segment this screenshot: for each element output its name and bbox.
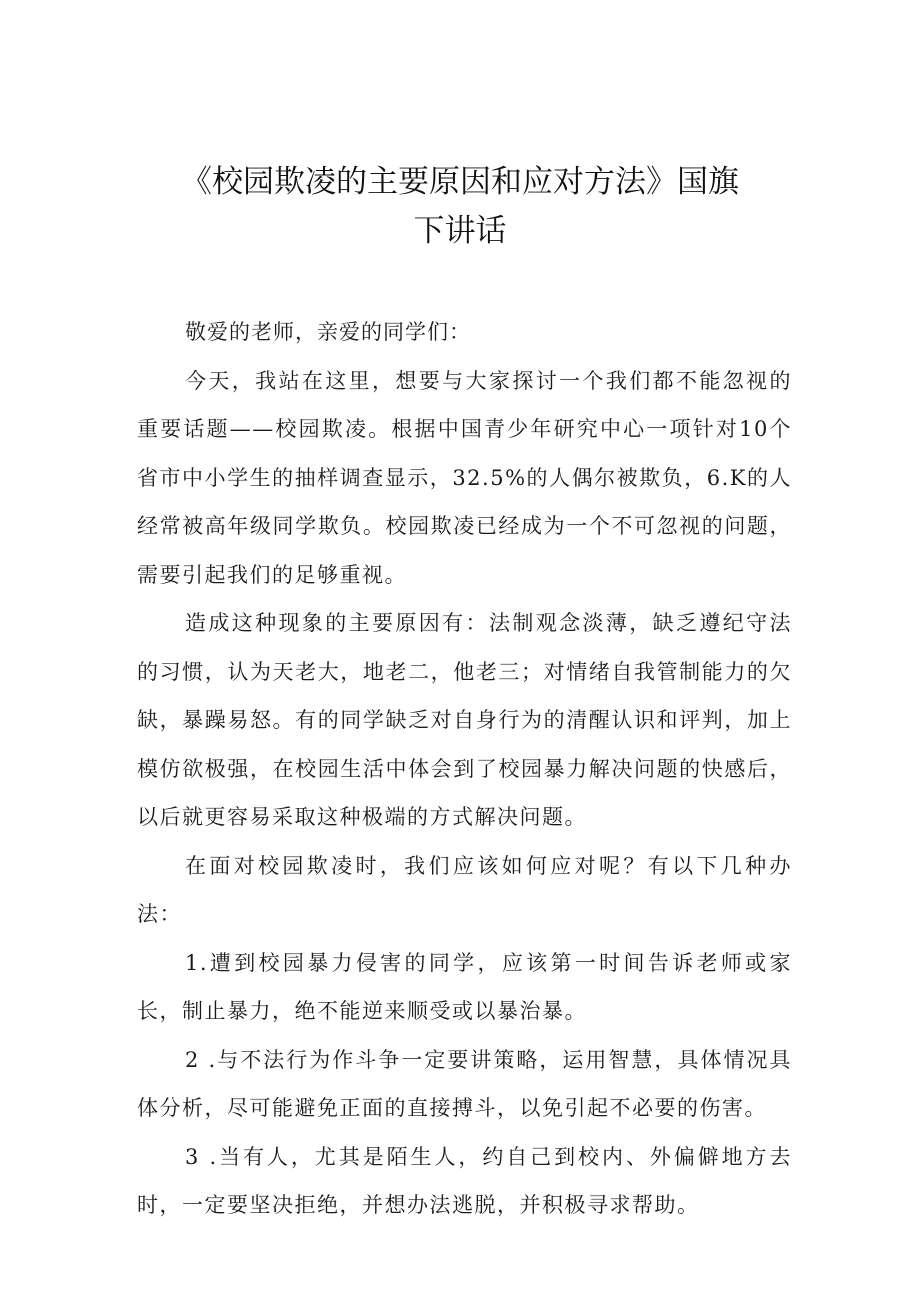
method-3-paragraph: 3 .当有人，尤其是陌生人，约自己到校内、外偏僻地方去时，一定要坚决拒绝，并想办法逃脱，并积极寻求帮助。	[137, 1144, 792, 1217]
intro-paragraph: 今天，我站在这里，想要与大家探讨一个我们都不能忽视的重要话题——校园欺凌。根据中国青少年研究中心一项针对10个省市中小学生的抽样调查显示，32.5%的人偶尔被欺负，6.K的人经常被高年级同学欺负。校园欺凌已经成为一个不可忽视的问题，需要引起我们的足够重视。	[137, 368, 792, 587]
title-line-1: 《校园欺凌的主要原因和应对方法》国旗	[181, 164, 739, 200]
document-title	[120, 158, 800, 256]
salutation-paragraph: 敬爱的老师，亲爱的同学们：	[185, 320, 471, 344]
document-body	[137, 308, 792, 1230]
title-line-2: 下讲话	[413, 213, 507, 249]
causes-paragraph: 造成这种现象的主要原因有：法制观念淡薄，缺乏遵纪守法的习惯，认为天老大，地老二，他老三；对情绪自我管制能力的欠缺，暴躁易怒。有的同学缺乏对自身行为的清醒认识和评判，加上模仿欲极强，在校园生活中体会到了校园暴力解决问题的快感后，以后就更容易采取这种极端的方式解决问题。	[137, 611, 792, 829]
methods-intro-paragraph: 在面对校园欺凌时，我们应该如何应对呢？有以下几种办法：	[137, 853, 792, 926]
method-1-paragraph: 1.遭到校园暴力侵害的同学，应该第一时间告诉老师或家长，制止暴力，绝不能逆来顺受或以暴治暴。	[137, 950, 792, 1023]
method-2-paragraph: 2 .与不法行为作斗争一定要讲策略，运用智慧，具体情况具体分析，尽可能避免正面的直接搏斗，以免引起不必要的伤害。	[137, 1047, 792, 1120]
